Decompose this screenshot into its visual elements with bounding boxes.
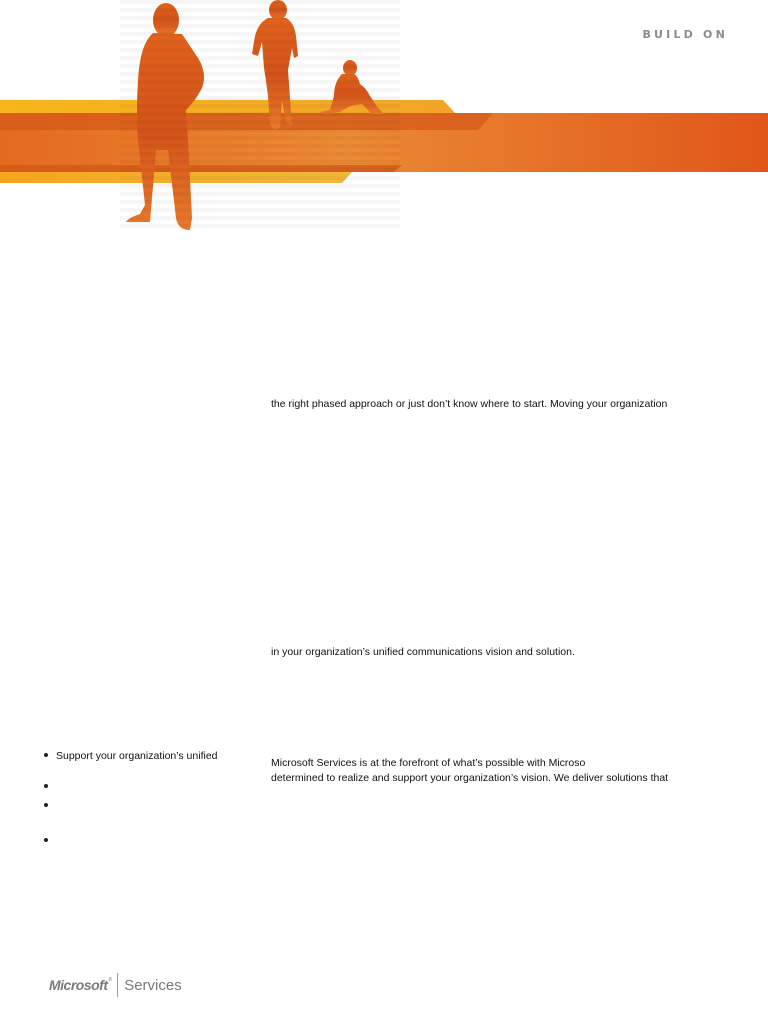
header-tagline: BUILD ON xyxy=(642,28,728,41)
bullet-icon xyxy=(44,838,48,842)
list-item-label: Support your organization’s unified xyxy=(56,750,218,762)
bullet-icon xyxy=(44,784,48,788)
body-text-line: the right phased approach or just don’t know where to start. Moving your organization xyxy=(271,398,668,410)
body-text-line: determined to realize and support your organization’s vision. We deliver solutions that xyxy=(271,772,669,784)
logo-product: Services xyxy=(124,976,182,994)
logo-divider xyxy=(117,973,118,997)
list-item xyxy=(44,780,56,794)
bullet-icon xyxy=(44,803,48,807)
logo-brand: Microsoft xyxy=(49,977,108,993)
logo-trademark: ® xyxy=(108,977,113,983)
body-text-line: Microsoft Services is at the forefront of what’s possible with Microso xyxy=(271,757,586,769)
list-item xyxy=(44,834,56,848)
list-item xyxy=(44,799,56,813)
list-item xyxy=(44,749,218,763)
bullet-icon xyxy=(44,753,48,757)
microsoft-services-logo xyxy=(49,971,182,999)
body-text-line: in your organization’s unified communications vision and solution. xyxy=(271,646,575,658)
